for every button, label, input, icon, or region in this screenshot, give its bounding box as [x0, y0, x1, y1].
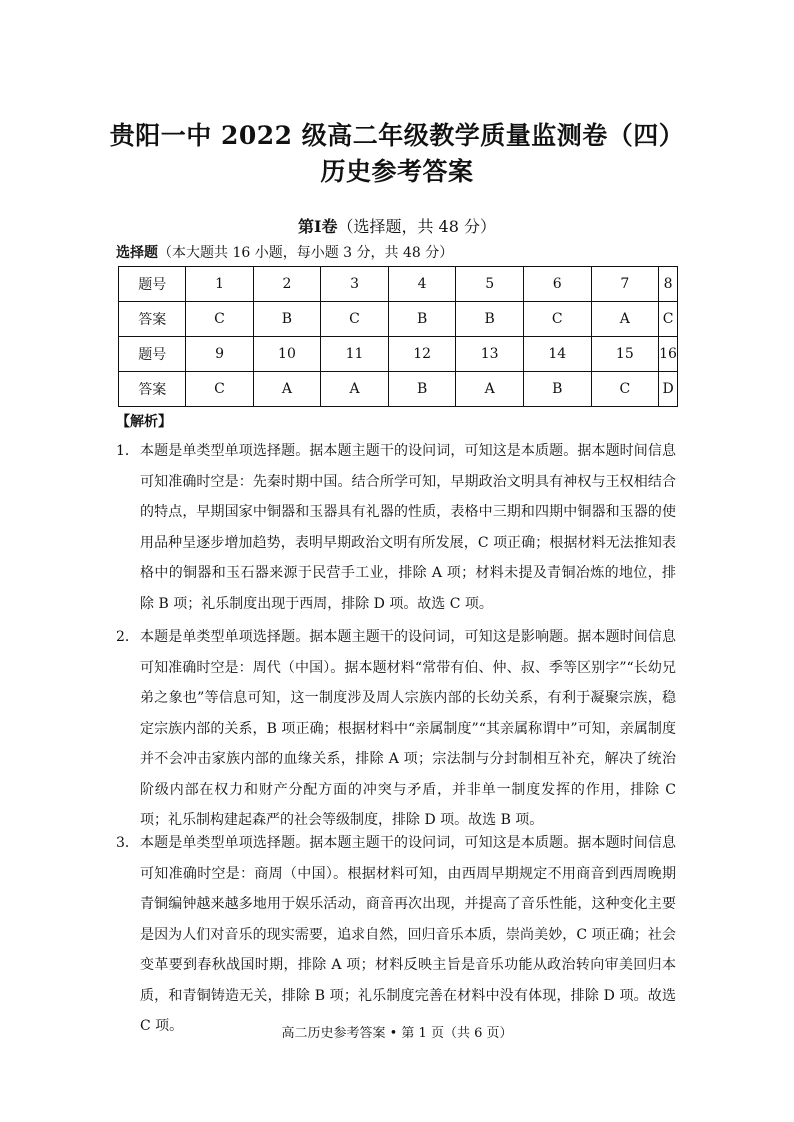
answer-table-cell: C — [591, 372, 659, 407]
answer-table-row-header: 答案 — [119, 372, 186, 407]
answer-table-cell: B — [523, 372, 591, 407]
answer-table-cell: 5 — [456, 267, 524, 302]
answer-table-cell: B — [388, 302, 456, 337]
item-number: 2． — [116, 629, 139, 645]
answer-table-cell: C — [186, 302, 253, 337]
answer-table-cell: A — [456, 372, 524, 407]
answer-table-row — [119, 372, 678, 407]
question-type-note: （本大题共 16 小题，每小题 3 分，共 48 分） — [158, 245, 454, 261]
answer-table-cell: C — [659, 302, 678, 337]
page-footer: 高二历史参考答案 • 第 1 页（共 6 页） — [281, 1026, 513, 1041]
answer-table-cell: A — [591, 302, 659, 337]
analysis-label: 【解析】 — [116, 414, 172, 430]
item-text: 本题是单类型单项选择题。据本题主题干的设问词，可知这是本质题。据本题时间信息可知准确时空是：商周（中国）。根据材料可知，由西周早期规定不用商音到西周晚期青铜编钟越来越多地用于娱乐活动，商音再次出现，并提高了音乐性能，这种变化主要是因为人们对音乐的现实需要，追求自然，回归音乐本质，崇尚美妙，C 项正确；社会变革要到春秋战国时期，排除 A 项；材料反映主旨是音乐功能从政治转向审美回归本质，和青铜铸造无关，排除 B 项；礼乐制度完善在材料中没有体现，排除 D 项。故选 C 项。 — [140, 835, 676, 1034]
answer-table-row-header: 题号 — [119, 267, 186, 302]
answer-table-cell: 15 — [591, 337, 659, 372]
answer-table-cell: B — [253, 302, 321, 337]
item-text: 本题是单类型单项选择题。据本题主题干的设问词，可知这是影响题。据本题时间信息可知准确时空是：周代（中国）。据本题材料“常带有伯、仲、叔、季等区别字”“长幼兄弟之象也”等信息可知，这一制度涉及周人宗族内部的长幼关系，有利于凝聚宗族，稳定宗族内部的关系，B 项正确；根据材料中“亲属制度”“其亲属称谓中”可知，亲属制度并不会冲击家族内部的血缘关系，排除 A 项；宗法制与分封制相互补充，解决了统治阶级内部在权力和财产分配方面的冲突与矛盾，并非单一制度发挥的作用，排除 C 项；礼乐制构建起森严的社会等级制度，排除 D 项。故选 B 项。 — [140, 629, 676, 828]
document-subtitle: 历史参考答案 — [320, 157, 474, 186]
answer-table-cell: 9 — [186, 337, 253, 372]
analysis-item-3 — [116, 828, 676, 1042]
answer-table-cell: B — [388, 372, 456, 407]
answer-table-cell: 12 — [388, 337, 456, 372]
question-type-label: 选择题 — [116, 245, 158, 261]
section-heading — [0, 214, 794, 237]
answer-table-cell: C — [321, 302, 389, 337]
answer-table-cell: D — [659, 372, 678, 407]
answer-table-cell: A — [253, 372, 321, 407]
answer-table — [118, 266, 678, 407]
answer-table-cell: 14 — [523, 337, 591, 372]
answer-table-cell: 8 — [659, 267, 678, 302]
document-title: 贵阳一中 2022 级高二年级教学质量监测卷（四） — [109, 121, 685, 150]
answer-table-row — [119, 337, 678, 372]
answer-table-cell: 3 — [321, 267, 389, 302]
answer-table-cell: 2 — [253, 267, 321, 302]
answer-table-cell: 16 — [659, 337, 678, 372]
answer-table-cell: 6 — [523, 267, 591, 302]
item-number: 1． — [116, 443, 139, 459]
analysis-item-2 — [116, 622, 676, 836]
answer-table-cell: C — [523, 302, 591, 337]
answer-table-cell: 1 — [186, 267, 253, 302]
analysis-item-1 — [116, 436, 676, 619]
answer-table-row — [119, 302, 678, 337]
item-number: 3． — [116, 835, 139, 851]
answer-table-row-header: 答案 — [119, 302, 186, 337]
answer-table-cell: C — [186, 372, 253, 407]
section-note: （选择题，共 48 分） — [337, 217, 497, 236]
answer-table-cell: 13 — [456, 337, 524, 372]
answer-table-cell: 10 — [253, 337, 321, 372]
answer-table-cell: 7 — [591, 267, 659, 302]
item-text: 本题是单类型单项选择题。据本题主题干的设问词，可知这是本质题。据本题时间信息可知准确时空是：先秦时期中国。结合所学可知，早期政治文明具有神权与王权相结合的特点，早期国家中铜器和玉器具有礼器的性质，表格中三期和四期中铜器和玉器的使用品种呈逐步增加趋势，表明早期政治文明有所发展，C 项正确；根据材料无法推知表格中的铜器和玉石器来源于民营手工业，排除 A 项；材料未提及青铜冶炼的地位，排除 B 项；礼乐制度出现于西周，排除 D 项。故选 C 项。 — [140, 443, 676, 612]
answer-table-cell: 11 — [321, 337, 389, 372]
answer-table-cell: B — [456, 302, 524, 337]
question-type-heading — [116, 242, 453, 262]
answer-table-row — [119, 267, 678, 302]
answer-table-cell: 4 — [388, 267, 456, 302]
answer-table-row-header: 题号 — [119, 337, 186, 372]
answer-table-cell: A — [321, 372, 389, 407]
section-title: 第Ⅰ卷 — [297, 217, 338, 236]
